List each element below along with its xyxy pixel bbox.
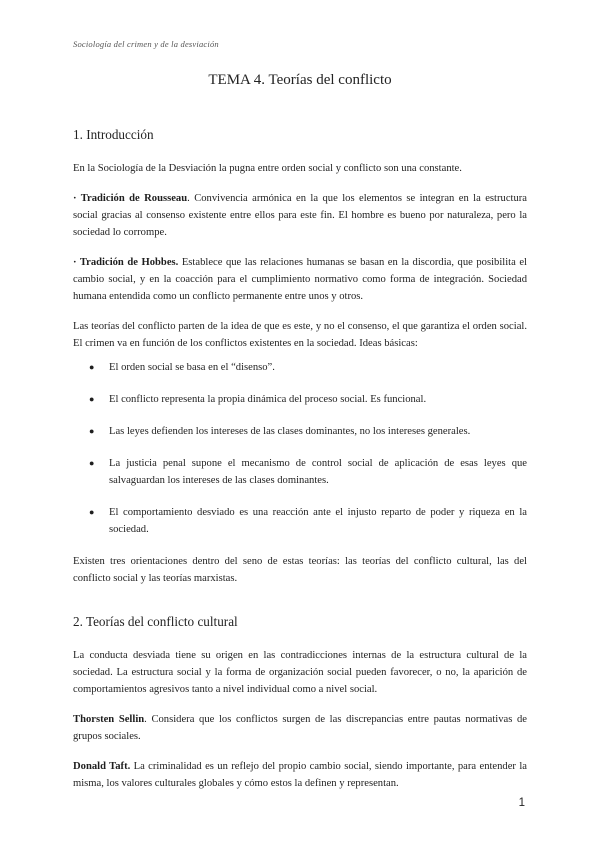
list-item: [73, 504, 527, 538]
page-number: 1: [518, 797, 525, 809]
section-heading-conflicto-cultural: 2. Teorías del conflicto cultural: [73, 614, 238, 629]
intro-paragraph-3: Existen tres orientaciones dentro del seno de estas teorías: las teorías del conflicto cultural, las del conflicto social y las teorías marxistas.: [73, 556, 527, 584]
intro-paragraph-1: En la Sociología de la Desviación la pugna entre orden social y conflicto son una constante.: [73, 163, 462, 174]
intro-paragraph-2: Las teorías del conflicto parten de la idea de que es este, y no el consenso, el que garantiza el orden social. El crimen va en función de los conflictos existentes en la sociedad. Ideas básicas:: [73, 321, 527, 349]
section-heading-introduccion: 1. Introducción: [73, 127, 154, 142]
bullet-icon: ●: [89, 426, 95, 436]
list-item: [73, 455, 527, 489]
hobbes-paragraph: [73, 254, 527, 305]
rousseau-text: . Convivencia armónica en la que los elementos se integran en la estructura social gracias al consenso existente entre ellos para este fin. El hombre es bueno por naturaleza, pero la sociedad lo corrompe.: [73, 193, 527, 238]
page-title: TEMA 4. Teorías del conflicto: [208, 72, 392, 88]
hobbes-label: · Tradición de Hobbes.: [73, 257, 179, 268]
rousseau-paragraph: [73, 190, 527, 241]
list-item: [73, 359, 527, 376]
taft-text: La criminalidad es un reflejo del propio cambio social, siendo importante, para entender la misma, los valores culturales globales y cómo estos la definen y representan.: [73, 761, 527, 789]
sellin-text: . Considera que los conflictos surgen de las discrepancias entre pautas normativas de grupos sociales.: [73, 714, 527, 742]
list-item-text: El orden social se basa en el “disenso”.: [109, 362, 275, 373]
running-header: Sociología del crimen y de la desviación: [73, 39, 219, 49]
sellin-paragraph: [73, 711, 527, 745]
bullet-icon: ●: [89, 458, 95, 468]
list-item-text: La justicia penal supone el mecanismo de control social de aplicación de esas leyes que salvaguardan los intereses de las clases dominantes.: [109, 458, 527, 486]
taft-label: Donald Taft.: [73, 761, 131, 772]
document-body: [73, 72, 527, 805]
list-item: [73, 423, 527, 440]
cultural-paragraph-1: La conducta desviada tiene su origen en las contradicciones internas de la estructura cultural de la sociedad. La estructura social y la forma de organización social pueden favorecer, o no, la aparición de comportamientos agresivos tanto a nivel individual como a nivel social.: [73, 650, 527, 695]
list-item-text: El comportamiento desviado es una reacción ante el injusto reparto de poder y riqueza en la sociedad.: [109, 507, 527, 535]
sellin-label: Thorsten Sellin: [73, 714, 145, 725]
bullet-icon: ●: [89, 507, 95, 517]
bullet-icon: ●: [89, 362, 95, 372]
basic-ideas-list: [73, 359, 527, 538]
taft-paragraph: [73, 758, 527, 792]
rousseau-label: · Tradición de Rousseau: [73, 193, 188, 204]
list-item-text: El conflicto representa la propia dinámica del proceso social. Es funcional.: [109, 394, 427, 405]
hobbes-text: Establece que las relaciones humanas se basan en la discordia, que posibilita el cambio social, y en la coacción para el cumplimiento normativo como forma de integración. Sociedad humana entendida como un conflicto permanente entre unos y otros.: [73, 257, 527, 302]
bullet-icon: ●: [89, 394, 95, 404]
list-item-text: Las leyes defienden los intereses de las clases dominantes, no los intereses generales.: [109, 426, 471, 437]
list-item: [73, 391, 527, 408]
